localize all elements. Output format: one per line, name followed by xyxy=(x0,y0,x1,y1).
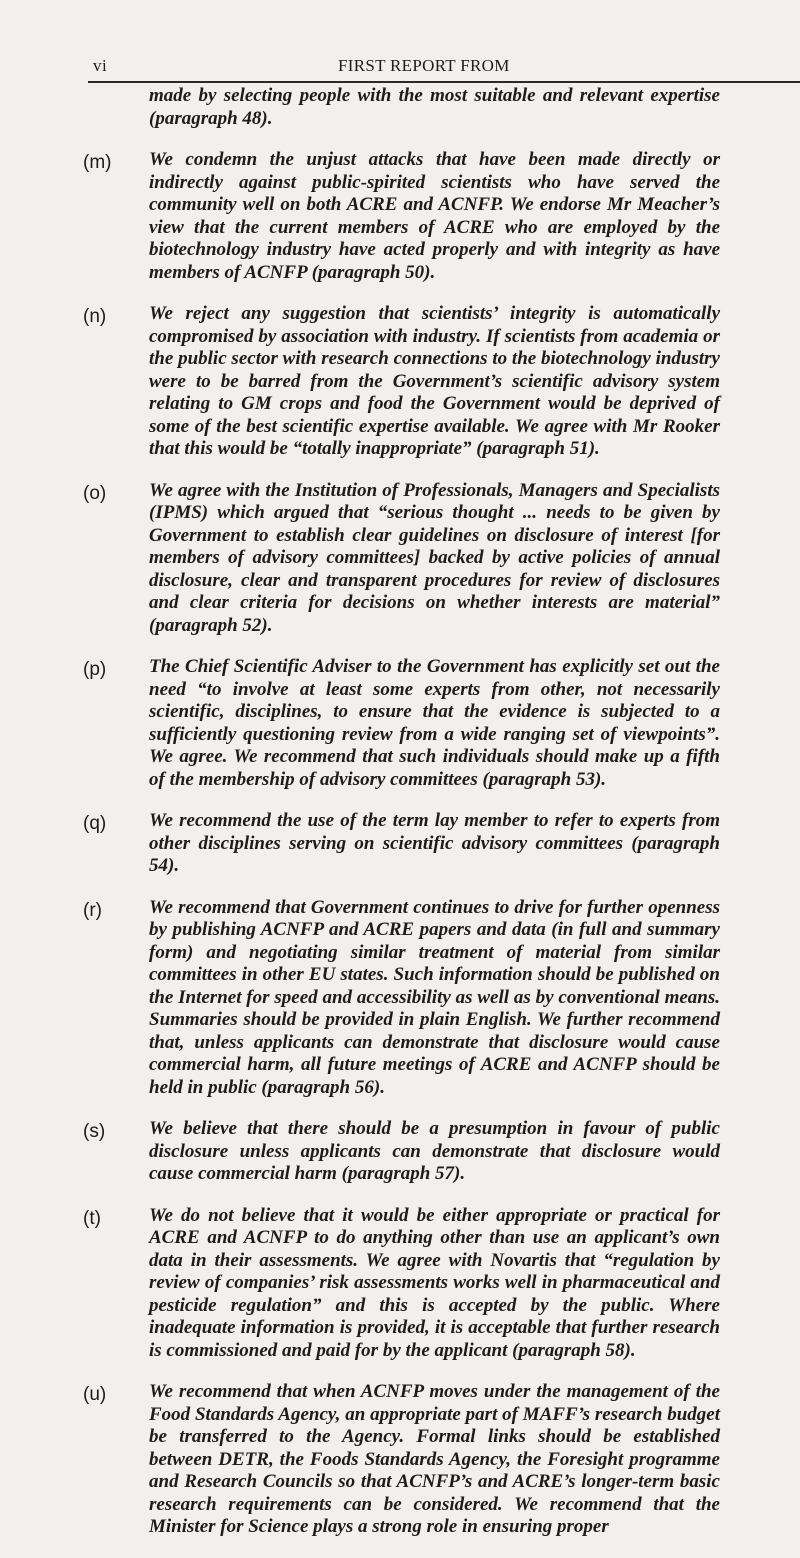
paragraph-text: We agree with the Institution of Professionals, Managers and Specialists (IPMS) which argued that “serious thought ... needs to be given by Government to establish clear guidelines on disclosure of interest [for members of advisory committees] backed by active policies of annual disclosure, clear and transparent procedures for review of disclosures and clear criteria for decisions on whether interests are material” (paragraph 52). xyxy=(149,479,720,636)
paragraph-label: (s) xyxy=(83,1121,106,1142)
paragraph-label: (o) xyxy=(83,482,107,504)
page-number: vi xyxy=(93,56,108,75)
paragraph-p xyxy=(0,656,800,791)
paragraph-label: (u) xyxy=(83,1384,107,1405)
running-title: FIRST REPORT FROM xyxy=(338,56,510,75)
paragraph-text: The Chief Scientific Adviser to the Government has explicitly set out the need “to involve at least some experts from other, not necessarily scientific, disciplines, to ensure that the evidence is subjected to a sufficiently questioning review from a wide ranging set of viewpoints”. We agree. We recommend that such individuals should make up a fifth of the membership of advisory committees (paragraph 53). xyxy=(149,656,720,790)
paragraph-label: (t) xyxy=(83,1207,101,1229)
paragraph-text: We believe that there should be a presumption in favour of public disclosure unless applicants can demonstrate that disclosure would cause commercial harm (paragraph 57). xyxy=(149,1118,720,1184)
header-rule xyxy=(88,81,800,83)
paragraph-label: (m) xyxy=(83,152,112,173)
paragraph-m xyxy=(0,149,800,284)
page-header xyxy=(0,50,800,80)
paragraph-continued xyxy=(0,85,800,130)
paragraph-text: We recommend that when ACNFP moves under the management of the Food Standards Agency, an appropriate part of MAFF’s research budget be transferred to the Agency. Formal links should be established between DETR, the Foods Standards Agency, the Foresight programme and Research Councils so that ACNFP’s and ACRE’s longer-term basic research requirements can be considered. We recommend that the Minister for Science plays a strong role in ensuring proper xyxy=(149,1381,720,1537)
paragraph-text: We recommend that Government continues to drive for further openness by publishing ACNFP and ACRE papers and data (in full and summary form) and negotiating similar treatment of material from similar committees in other EU states. Such information should be published on the Internet for speed and accessibility as well as by conventional means. Summaries should be provided in plain English. We further recommend that, unless applicants can demonstrate that disclosure would cause commercial harm, all future meetings of ACRE and ACNFP should be held in public (paragraph 56). xyxy=(149,896,720,1098)
paragraph-text: made by selecting people with the most suitable and relevant expertise (paragraph 48). xyxy=(149,85,720,129)
recommendations-list xyxy=(0,85,800,1558)
paragraph-text: We recommend the use of the term lay member to refer to experts from other disciplines serving on scientific advisory committees (paragraph 54). xyxy=(149,810,720,876)
paragraph-text: We reject any suggestion that scientists’ integrity is automatically compromised by association with industry. If scientists from academia or the public sector with research connections to the biotechnology industry were to be barred from the Government’s scientific advisory system relating to GM crops and food the Government would be deprived of some of the best scientific expertise available. We agree with Mr Rooker that this would be “totally inappropriate” (paragraph 51). xyxy=(149,303,720,459)
paragraph-q xyxy=(0,810,800,878)
paragraph-o xyxy=(0,480,800,638)
paragraph-label: (r) xyxy=(83,899,102,921)
paragraph-label: (p) xyxy=(83,659,107,680)
paragraph-u xyxy=(0,1381,800,1539)
paragraph-t xyxy=(0,1205,800,1363)
paragraph-s xyxy=(0,1118,800,1186)
paragraph-text: We condemn the unjust attacks that have been made directly or indirectly against public-spirited scientists who have served the community well on both ACRE and ACNFP. We endorse Mr Meacher’s view that the current members of ACRE who are employed by the biotechnology industry have acted properly and with integrity as have members of ACNFP (paragraph 50). xyxy=(149,149,720,283)
paragraph-r xyxy=(0,897,800,1100)
paragraph-label: (q) xyxy=(83,813,107,834)
paragraph-text: We do not believe that it would be either appropriate or practical for ACRE and ACNFP to do anything other than use an applicant’s own data in their assessments. We agree with Novartis that “regulation by review of companies’ risk assessments works well in pharmaceutical and pesticide regulation” and this is accepted by the public. Where inadequate information is provided, it is acceptable that further research is commissioned and paid for by the applicant (paragraph 58). xyxy=(149,1204,720,1361)
paragraph-label: (n) xyxy=(83,306,107,327)
paragraph-n xyxy=(0,303,800,461)
